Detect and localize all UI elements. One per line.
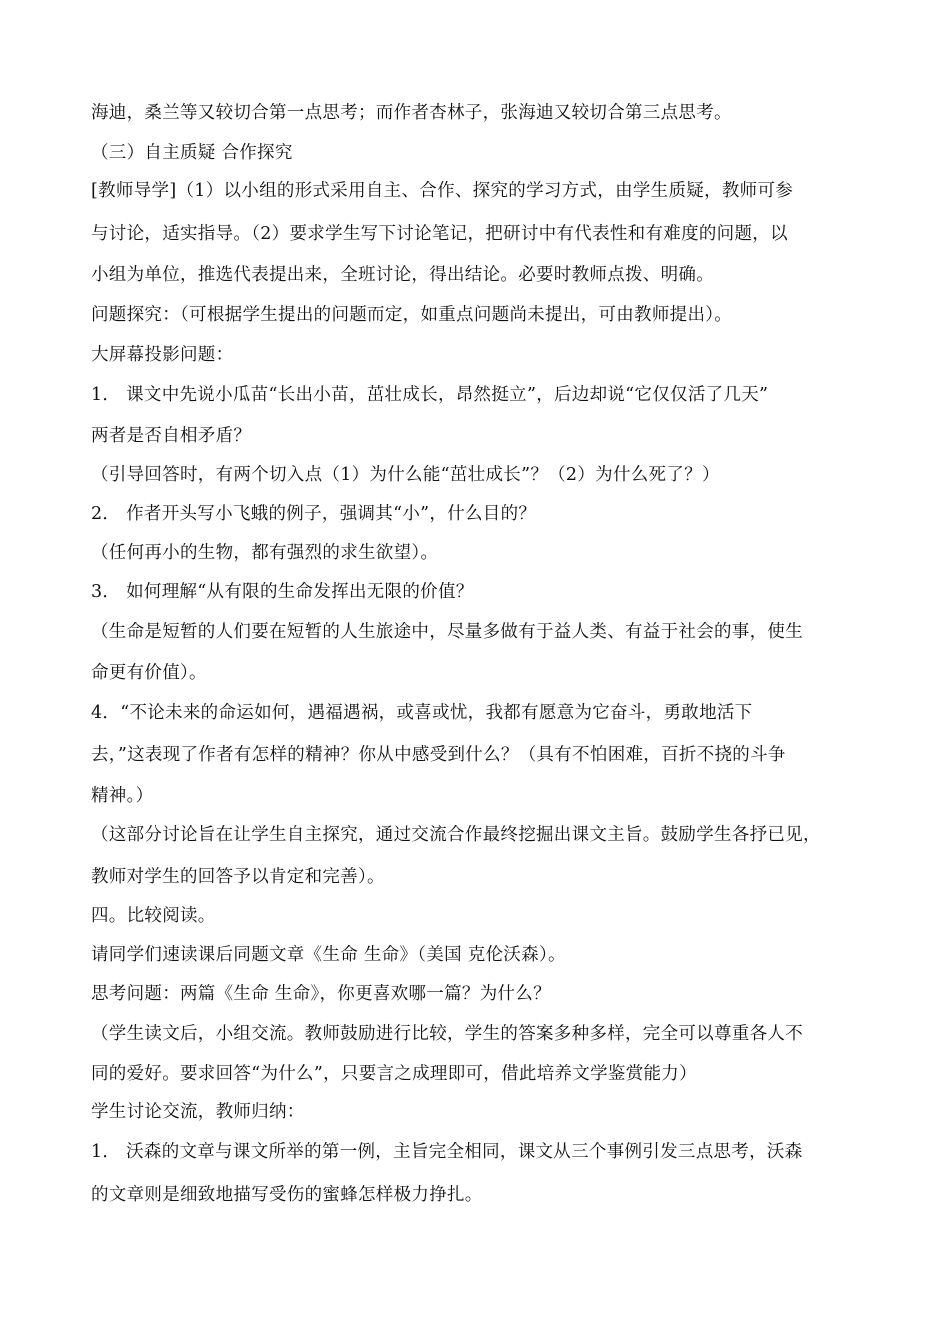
text-line: （引导回答时，有两个切入点（1）为什么能“茁壮成长”？（2）为什么死了？）	[91, 465, 720, 485]
question-item: 1． 沃森的文章与课文所举的第一例，主旨完全相同，课文从三个事例引发三点思考，沃森	[91, 1142, 803, 1162]
text-line: 思考问题：两篇《生命 生命》，你更喜欢哪一篇？为什么？	[91, 984, 551, 1004]
text-line: [教师导学]（1）以小组的形式采用自主、合作、探究的学习方式，由学生质疑，教师可参	[91, 181, 794, 201]
section-heading: 四。比较阅读。	[91, 906, 216, 926]
text-line: 海迪，桑兰等又较切合第一点思考；而作者杏林子，张海迪又较切合第三点思考。	[91, 103, 732, 123]
text-line: 学生讨论交流，教师归纳：	[91, 1102, 305, 1122]
text-line: 问题探究：（可根据学生提出的问题而定，如重点问题尚未提出，可由教师提出）。	[91, 305, 733, 325]
question-item: 1． 课文中先说小瓜苗“长出小苗，茁壮成长，昂然挺立”，后边却说“它仅仅活了几天”	[91, 385, 769, 405]
text-line: 同的爱好。要求回答“为什么”，只要言之成理即可，借此培养文学鉴赏能力）	[91, 1064, 697, 1084]
text-line: 去，”这表现了作者有怎样的精神？你从中感受到什么？（具有不怕困难，百折不挠的斗争	[91, 745, 786, 765]
text-line: 两者是否自相矛盾？	[91, 426, 252, 446]
text-line: 与讨论，适实指导。（2）要求学生写下讨论笔记，把研讨中有代表性和有难度的问题，以	[91, 224, 788, 244]
text-line: （学生读文后，小组交流。教师鼓励进行比较，学生的答案多种多样，完全可以尊重各人不	[91, 1024, 803, 1044]
text-line: 精神。）	[91, 786, 154, 806]
text-line: 大屏幕投影问题：	[91, 345, 234, 365]
question-item: 2． 作者开头写小飞蛾的例子，强调其“小”，什么目的？	[91, 504, 537, 524]
question-item: 4．“不论未来的命运如何，遇福遇祸，或喜或忧，我都有愿意为它奋斗，勇敢地活下	[91, 703, 753, 723]
text-line: 的文章则是细致地描写受伤的蜜蜂怎样极力挣扎。	[91, 1185, 483, 1205]
text-line: 命更有价值）。	[91, 663, 207, 683]
text-line: 教师对学生的回答予以肯定和完善）。	[91, 867, 385, 887]
section-heading: （三）自主质疑 合作探究	[91, 143, 293, 163]
text-line: 请同学们速读课后同题文章《生命 生命》（美国 克伦沃森）。	[91, 945, 566, 965]
text-line: 小组为单位，推选代表提出来，全班讨论，得出结论。必要时教师点拨、明确。	[91, 265, 714, 285]
text-line: （这部分讨论旨在让学生自主探究，通过交流合作最终挖掘出课文主旨。鼓励学生各抒已见，	[91, 825, 821, 845]
text-line: （任何再小的生物，都有强烈的求生欲望）。	[91, 543, 439, 563]
question-item: 3． 如何理解“从有限的生命发挥出无限的价值？	[91, 582, 474, 602]
text-line: （生命是短暂的人们要在短暂的人生旅途中，尽量多做有于益人类、有益于社会的事，使生	[91, 622, 803, 642]
